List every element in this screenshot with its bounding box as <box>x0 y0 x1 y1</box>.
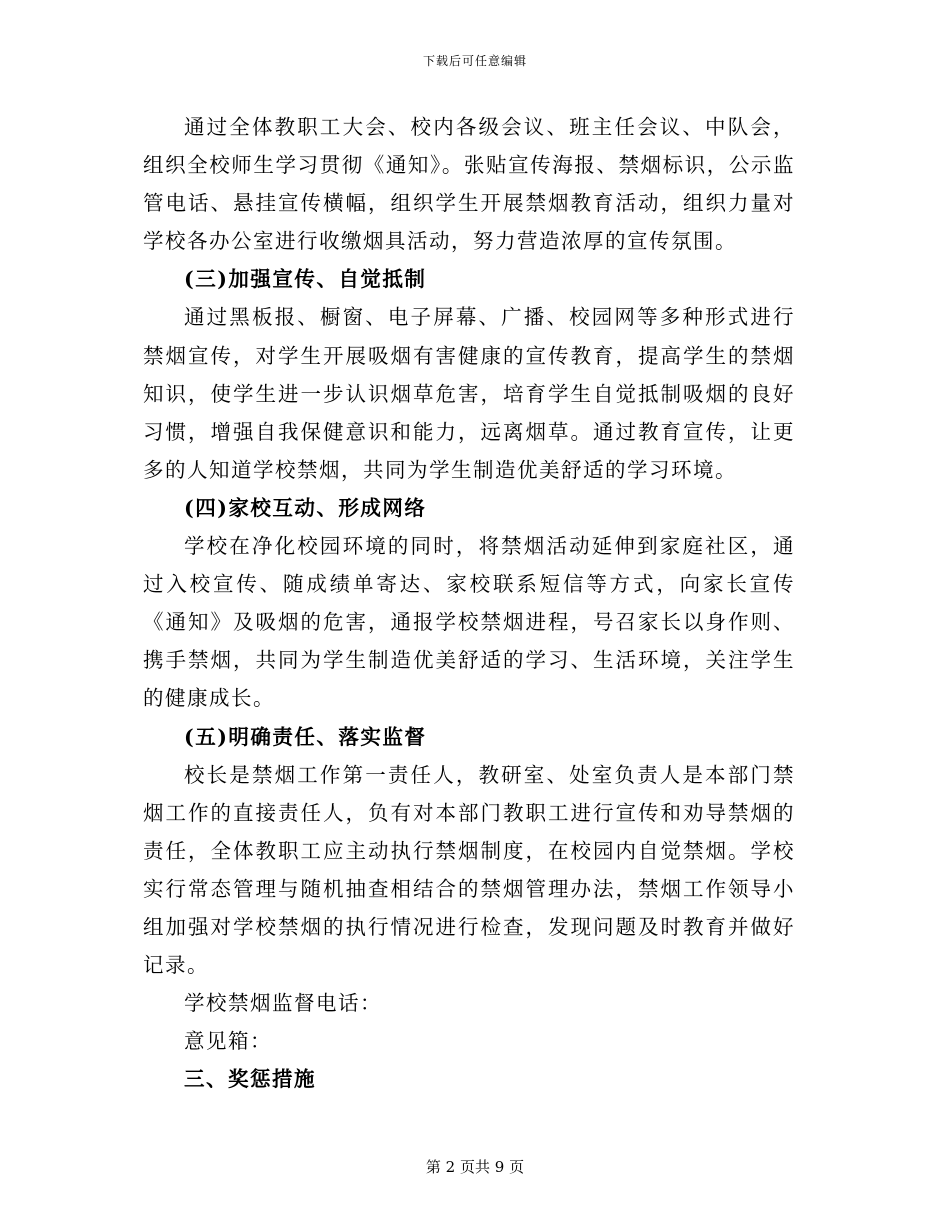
paragraph-hotline: 学校禁烟监督电话： <box>184 991 382 1016</box>
paragraph-publicity-meetings: 通过全体教职工大会、校内各级会议、班主任会议、中队会，组织全校师生学习贯彻《通知》。张贴宣传海报、禁烟标识，公示监管电话、悬挂宣传横幅，组织学生开展禁烟教育活动，组织力量对学校各办公室进行收缴烟具活动，努力营造浓厚的宣传氛围。 <box>143 115 795 254</box>
page-header: 下载后可任意编辑 <box>422 54 527 68</box>
section-heading-3: (三)加强宣传、自觉抵制 <box>184 267 427 292</box>
page-footer: 第 2 页共 9 页 <box>425 1158 525 1176</box>
paragraph-responsibility: 校长是禁烟工作第一责任人，教研室、处室负责人是本部门禁烟工作的直接责任人，负有对本部门教职工进行宣传和劝导禁烟的责任，全体教职工应主动执行禁烟制度，在校园内自觉禁烟。学校实行常态管理与随机抽查相结合的禁烟管理办法，禁烟工作领导小组加强对学校禁烟的执行情况进行检查，发现问题及时教育并做好记录。 <box>143 762 795 978</box>
paragraph-publicity-media: 通过黑板报、橱窗、电子屏幕、广播、校园网等多种形式进行禁烟宣传，对学生开展吸烟有害健康的宣传教育，提高学生的禁烟知识，使学生进一步认识烟草危害，培育学生自觉抵制吸烟的良好习惯，增强自我保健意识和能力，远离烟草。通过教育宣传，让更多的人知道学校禁烟，共同为学生制造优美舒适的学习环境。 <box>143 305 795 482</box>
section-heading-4: (四)家校互动、形成网络 <box>184 495 427 520</box>
section-heading-5: (五)明确责任、落实监督 <box>184 724 427 749</box>
paragraph-home-school: 学校在净化校园环境的同时，将禁烟活动延伸到家庭社区，通过入校宣传、随成绩单寄达、家校联系短信等方式，向家长宣传《通知》及吸烟的危害，通报学校禁烟进程，号召家长以身作则、携手禁烟，共同为学生制造优美舒适的学习、生活环境，关注学生的健康成长。 <box>143 534 795 711</box>
document-body <box>143 108 795 1098</box>
paragraph-suggestion-box: 意见箱： <box>184 1029 272 1054</box>
section-heading-rewards: 三、奖惩措施 <box>184 1067 316 1092</box>
